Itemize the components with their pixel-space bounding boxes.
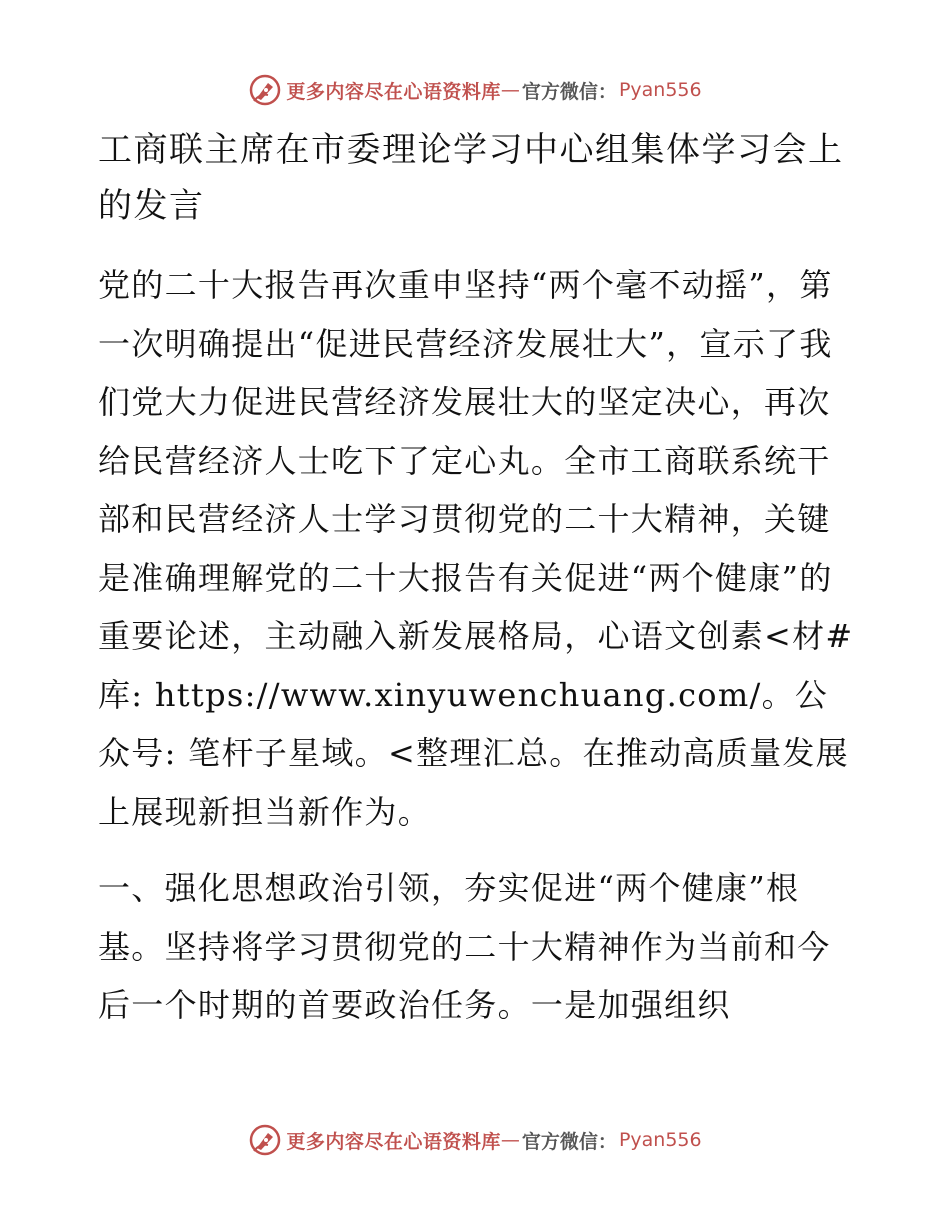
document-body: [98, 122, 858, 1053]
pen-nib-logo-icon: [248, 1123, 282, 1157]
banner-brand-text: 更多内容尽在心语资料库: [286, 80, 501, 103]
banner-dash: —: [500, 79, 520, 101]
footer-banner: [0, 1120, 950, 1160]
footer-wechat-id: Pyan556: [618, 1129, 702, 1151]
paragraph-intro: 党的二十大报告再次重申坚持“两个毫不动摇”，第一次明确提出“促进民营经济发展壮大”，宣示了我们党大力促进民营经济发展壮大的坚定决心，再次给民营经济人士吃下了定心丸。全市工商联系统干部和民营经济人士学习贯彻党的二十大精神，关键是准确理解党的二十大报告有关促进“两个健康”的重要论述，主动融入新发展格局，心语文创素<材#库: https://www.xinyuwenchuang.com/。公众号: 笔杆子星域。<整理汇总。在推动高质量发展上展现新担当新作为。: [98, 266, 854, 831]
banner-official-label: 官方微信：: [521, 80, 617, 103]
banner-wechat-id: Pyan556: [618, 79, 702, 101]
document-title: 工商联主席在市委理论学习中心组集体学习会上的发言: [98, 130, 844, 226]
footer-official-label: 官方微信：: [521, 1130, 617, 1153]
paragraph-section-one: 一、强化思想政治引领，夯实促进“两个健康”根基。坚持将学习贯彻党的二十大精神作为当前和今后一个时期的首要政治任务。一是加强组织: [98, 869, 831, 1024]
header-banner: [0, 70, 950, 110]
pen-nib-logo-icon: [248, 73, 282, 107]
footer-dash: —: [500, 1129, 520, 1151]
footer-brand-text: 更多内容尽在心语资料库: [286, 1130, 501, 1153]
